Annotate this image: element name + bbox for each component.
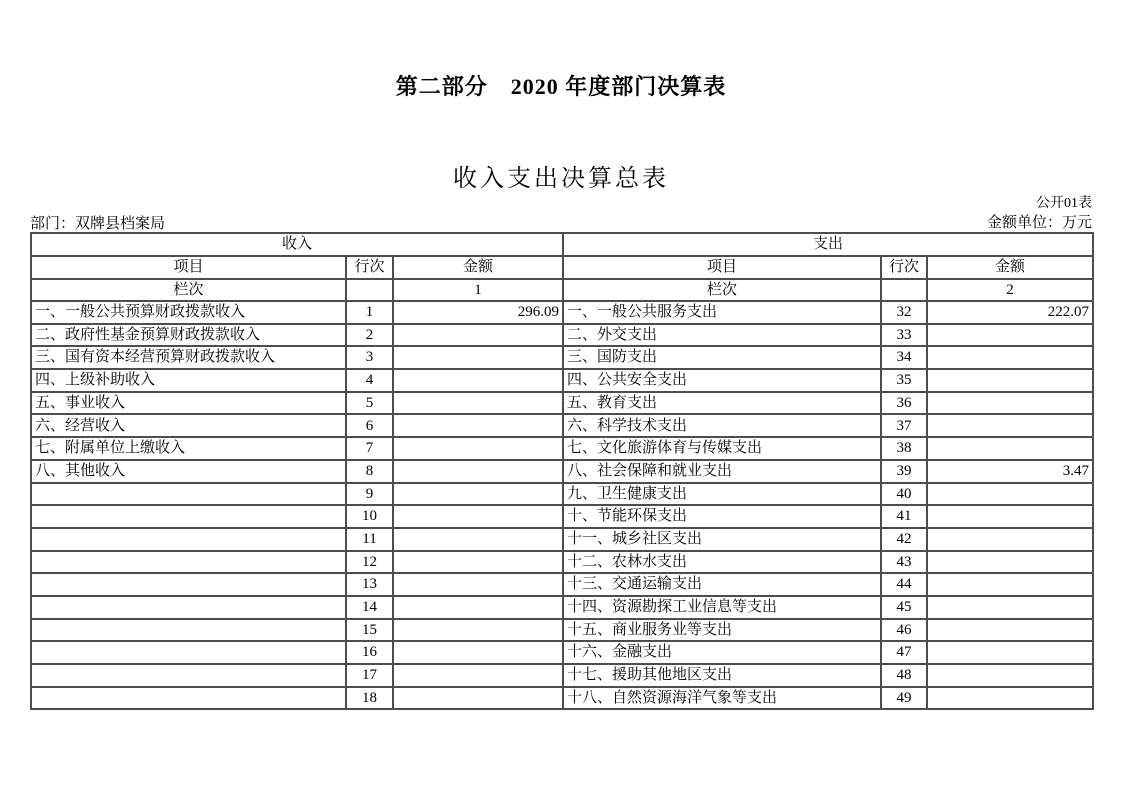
department-label: 部门：双牌县档案局 xyxy=(30,216,166,232)
income-item-cell xyxy=(31,641,346,664)
expense-amount-cell xyxy=(927,483,1093,506)
income-line-cell: 9 xyxy=(346,483,393,506)
expense-line-cell: 43 xyxy=(881,551,927,574)
income-line-cell: 14 xyxy=(346,596,393,619)
income-amount-cell xyxy=(393,483,563,506)
income-line-cell: 18 xyxy=(346,687,393,710)
expense-item-cell: 三、国防支出 xyxy=(563,346,881,369)
income-item-cell: 八、其他收入 xyxy=(31,460,346,483)
expense-line-cell: 35 xyxy=(881,369,927,392)
table-row xyxy=(31,483,1093,506)
table-body xyxy=(31,301,1093,709)
income-item-cell: 二、政府性基金预算财政拨款收入 xyxy=(31,324,346,347)
table-row xyxy=(31,369,1093,392)
income-amount-cell xyxy=(393,664,563,687)
income-item-cell xyxy=(31,528,346,551)
expense-line-cell: 40 xyxy=(881,483,927,506)
table-row xyxy=(31,301,1093,324)
income-line-cell: 6 xyxy=(346,414,393,437)
column-index-row xyxy=(31,279,1093,301)
expense-line-cell: 44 xyxy=(881,573,927,596)
income-line-cell: 7 xyxy=(346,437,393,460)
income-amount-cell xyxy=(393,437,563,460)
income-index-line-blank xyxy=(346,279,393,301)
expense-line-cell: 48 xyxy=(881,664,927,687)
table-row xyxy=(31,437,1093,460)
expense-item-cell: 十四、资源勘探工业信息等支出 xyxy=(563,596,881,619)
income-item-cell xyxy=(31,687,346,710)
income-line-cell: 13 xyxy=(346,573,393,596)
expense-amount-cell xyxy=(927,414,1093,437)
expense-index-line-blank xyxy=(881,279,927,301)
income-line-cell: 12 xyxy=(346,551,393,574)
expense-amount-cell xyxy=(927,664,1093,687)
income-amount-cell xyxy=(393,551,563,574)
income-line-cell: 3 xyxy=(346,346,393,369)
expense-amount-cell xyxy=(927,596,1093,619)
table-row xyxy=(31,551,1093,574)
income-index-value: 1 xyxy=(393,279,563,301)
expense-item-cell: 十三、交通运输支出 xyxy=(563,573,881,596)
expense-line-cell: 38 xyxy=(881,437,927,460)
income-amount-cell xyxy=(393,324,563,347)
expense-item-cell: 十七、援助其他地区支出 xyxy=(563,664,881,687)
income-amount-cell xyxy=(393,687,563,710)
expense-item-column-header: 项目 xyxy=(563,256,881,279)
expense-item-cell: 十、节能环保支出 xyxy=(563,505,881,528)
table-row xyxy=(31,460,1093,483)
expense-line-cell: 33 xyxy=(881,324,927,347)
income-amount-cell xyxy=(393,460,563,483)
expense-item-cell: 二、外交支出 xyxy=(563,324,881,347)
table-row xyxy=(31,573,1093,596)
income-amount-cell xyxy=(393,573,563,596)
expense-amount-cell xyxy=(927,687,1093,710)
part-title: 第二部分 2020 年度部门决算表 xyxy=(395,74,727,99)
expense-line-cell: 41 xyxy=(881,505,927,528)
income-line-cell: 8 xyxy=(346,460,393,483)
expense-amount-cell: 222.07 xyxy=(927,301,1093,324)
income-amount-cell xyxy=(393,414,563,437)
income-amount-cell xyxy=(393,641,563,664)
income-line-cell: 1 xyxy=(346,301,393,324)
table-row xyxy=(31,596,1093,619)
table-row xyxy=(31,505,1093,528)
income-index-label: 栏次 xyxy=(31,279,346,301)
expense-amount-cell xyxy=(927,641,1093,664)
expense-line-column-header: 行次 xyxy=(881,256,927,279)
expense-amount-cell xyxy=(927,346,1093,369)
column-header-row xyxy=(31,256,1093,279)
income-line-cell: 5 xyxy=(346,392,393,415)
expense-item-cell: 四、公共安全支出 xyxy=(563,369,881,392)
expense-line-cell: 39 xyxy=(881,460,927,483)
expense-amount-cell: 3.47 xyxy=(927,460,1093,483)
income-amount-cell xyxy=(393,346,563,369)
income-line-cell: 10 xyxy=(346,505,393,528)
expense-line-cell: 42 xyxy=(881,528,927,551)
income-line-cell: 11 xyxy=(346,528,393,551)
income-line-cell: 4 xyxy=(346,369,393,392)
table-row xyxy=(31,619,1093,642)
expense-section-header: 支出 xyxy=(563,233,1093,256)
income-item-cell xyxy=(31,573,346,596)
expense-line-cell: 37 xyxy=(881,414,927,437)
expense-amount-cell xyxy=(927,551,1093,574)
income-item-cell: 六、经营收入 xyxy=(31,414,346,437)
expense-item-cell: 十一、城乡社区支出 xyxy=(563,528,881,551)
expense-line-cell: 32 xyxy=(881,301,927,324)
table-row xyxy=(31,687,1093,710)
income-item-cell: 五、事业收入 xyxy=(31,392,346,415)
expense-index-label: 栏次 xyxy=(563,279,881,301)
table-row xyxy=(31,641,1093,664)
income-item-column-header: 项目 xyxy=(31,256,346,279)
income-item-cell: 三、国有资本经营预算财政拨款收入 xyxy=(31,346,346,369)
table-row xyxy=(31,324,1093,347)
income-item-cell xyxy=(31,505,346,528)
expense-index-value: 2 xyxy=(927,279,1093,301)
section-header-row xyxy=(31,233,1093,256)
expense-line-cell: 46 xyxy=(881,619,927,642)
expense-line-cell: 45 xyxy=(881,596,927,619)
expense-amount-cell xyxy=(927,392,1093,415)
expense-item-cell: 五、教育支出 xyxy=(563,392,881,415)
expense-item-cell: 八、社会保障和就业支出 xyxy=(563,460,881,483)
table-title: 收入支出决算总表 xyxy=(453,166,669,192)
expense-amount-cell xyxy=(927,505,1093,528)
table-row xyxy=(31,664,1093,687)
income-item-cell xyxy=(31,483,346,506)
table-row xyxy=(31,392,1093,415)
income-line-cell: 16 xyxy=(346,641,393,664)
income-item-cell: 一、一般公共预算财政拨款收入 xyxy=(31,301,346,324)
expense-item-cell: 十二、农林水支出 xyxy=(563,551,881,574)
table-code: 公开01表 xyxy=(1036,196,1092,211)
income-amount-cell xyxy=(393,528,563,551)
income-item-cell: 四、上级补助收入 xyxy=(31,369,346,392)
income-item-cell xyxy=(31,664,346,687)
income-line-cell: 15 xyxy=(346,619,393,642)
expense-amount-cell xyxy=(927,528,1093,551)
income-item-cell xyxy=(31,596,346,619)
expense-amount-column-header: 金额 xyxy=(927,256,1093,279)
expense-line-cell: 34 xyxy=(881,346,927,369)
expense-line-cell: 36 xyxy=(881,392,927,415)
expense-amount-cell xyxy=(927,619,1093,642)
income-amount-cell xyxy=(393,392,563,415)
table-row xyxy=(31,414,1093,437)
income-amount-column-header: 金额 xyxy=(393,256,563,279)
income-line-cell: 17 xyxy=(346,664,393,687)
expense-line-cell: 47 xyxy=(881,641,927,664)
expense-amount-cell xyxy=(927,324,1093,347)
expense-item-cell: 十六、金融支出 xyxy=(563,641,881,664)
expense-item-cell: 九、卫生健康支出 xyxy=(563,483,881,506)
unit-label: 金额单位：万元 xyxy=(986,215,1092,231)
income-amount-cell: 296.09 xyxy=(393,301,563,324)
income-line-cell: 2 xyxy=(346,324,393,347)
income-item-cell xyxy=(31,551,346,574)
table-row xyxy=(31,528,1093,551)
income-amount-cell xyxy=(393,369,563,392)
income-item-cell: 七、附属单位上缴收入 xyxy=(31,437,346,460)
income-amount-cell xyxy=(393,596,563,619)
expense-amount-cell xyxy=(927,573,1093,596)
expense-item-cell: 七、文化旅游体育与传媒支出 xyxy=(563,437,881,460)
income-amount-cell xyxy=(393,619,563,642)
expense-item-cell: 一、一般公共服务支出 xyxy=(563,301,881,324)
expense-item-cell: 六、科学技术支出 xyxy=(563,414,881,437)
income-item-cell xyxy=(31,619,346,642)
income-section-header: 收入 xyxy=(31,233,563,256)
expense-line-cell: 49 xyxy=(881,687,927,710)
expense-item-cell: 十八、自然资源海洋气象等支出 xyxy=(563,687,881,710)
table-row xyxy=(31,346,1093,369)
income-expense-summary-table xyxy=(30,232,1094,710)
expense-item-cell: 十五、商业服务业等支出 xyxy=(563,619,881,642)
income-amount-cell xyxy=(393,505,563,528)
expense-amount-cell xyxy=(927,369,1093,392)
expense-amount-cell xyxy=(927,437,1093,460)
income-line-column-header: 行次 xyxy=(346,256,393,279)
